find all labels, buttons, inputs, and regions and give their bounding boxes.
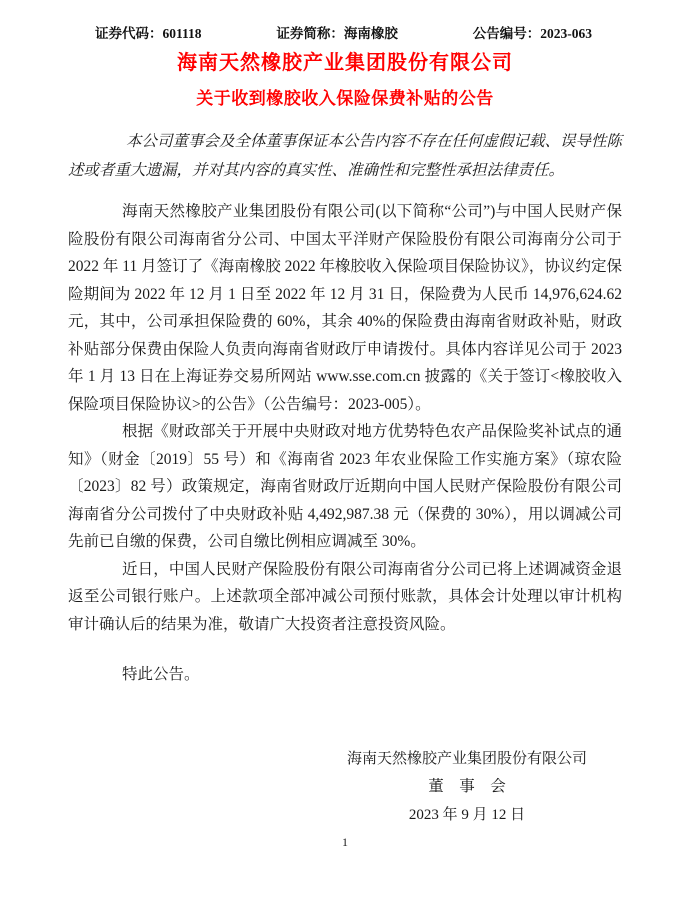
signature-company: 海南天然橡胶产业集团股份有限公司 bbox=[346, 750, 587, 767]
company-title: 海南天然橡胶产业集团股份有限公司 bbox=[177, 52, 513, 74]
body-paragraph: 近日，中国人民财产保险股份有限公司海南省分公司已将上述调减资金退返至公司银行账户。上述款项全部冲减公司预付账款，具体会计处理以审计机构审计确认后的结果为准，敬请广大投资者注意投资风险。 bbox=[68, 560, 622, 633]
announcement-number-label: 公告编号： bbox=[472, 26, 541, 41]
body-paragraph: 海南天然橡胶产业集团股份有限公司(以下简称“公司”)与中国人民财产保险股份有限公司海南省分公司、中国太平洋财产保险股份有限公司海南分公司于 2022 年 11 月签订了《海南橡胶 2022 年橡胶收入保险项目保险协议》，协议约定保险期间为 2022 年 12 月 1 日至 2022 年 12 月 31 日，保险费为人民币 14,976,624.62 元，其中，公司承担保险费的 60%，其余 40%的保险费由海南省财政补贴，财政补贴部分保费由保险人负责向海南省财政厅申请拨付。具体内容详见公司于 2023 年 1 月 13 日在上海证券交易所网站 www.sse.com.cn 披露的《关于签订<橡胶收入保险项目保险协议>的公告》（公告编号：2023-005）。 bbox=[68, 203, 622, 413]
stock-name-label: 证券简称： bbox=[276, 26, 344, 41]
stock-name bbox=[276, 22, 398, 42]
announcement-number bbox=[473, 22, 592, 42]
stock-code-label: 证券代码： bbox=[95, 26, 163, 41]
announcement-number-value: 2023-063 bbox=[540, 26, 592, 41]
body-paragraph: 根据《财政部关于开展中央财政对地方优势特色农产品保险奖补试点的通知》（财金〔2019〕55 号）和《海南省 2023 年农业保险工作实施方案》（琼农险〔2023〕82 号）政策规定，海南省财政厅近期向中国人民财产保险股份有限公司海南省分公司拨付了中央财政补贴 4,492,987.38 元（保费的 30%），用以调减公司先前已自缴的保费，公司自缴比例相应调减至 30%。 bbox=[68, 423, 622, 550]
closing-statement: 特此公告。 bbox=[122, 666, 200, 683]
stock-code bbox=[95, 22, 202, 42]
announcement-subtitle: 关于收到橡胶收入保险保费补贴的公告 bbox=[196, 89, 494, 108]
signature-board: 董 事 会 bbox=[428, 777, 506, 795]
stock-name-value: 海南橡胶 bbox=[343, 26, 398, 41]
body-text bbox=[68, 198, 622, 638]
signature-block bbox=[342, 745, 592, 829]
document-header bbox=[68, 22, 622, 42]
signature-date: 2023 年 9 月 12 日 bbox=[408, 806, 526, 823]
stock-code-value: 601118 bbox=[162, 26, 202, 41]
page-number: 1 bbox=[342, 834, 348, 849]
board-disclaimer: 本公司董事会及全体董事保证本公告内容不存在任何虚假记载、误导性陈述或者重大遗漏，并对其内容的真实性、准确性和完整性承担法律责任。 bbox=[68, 133, 623, 179]
